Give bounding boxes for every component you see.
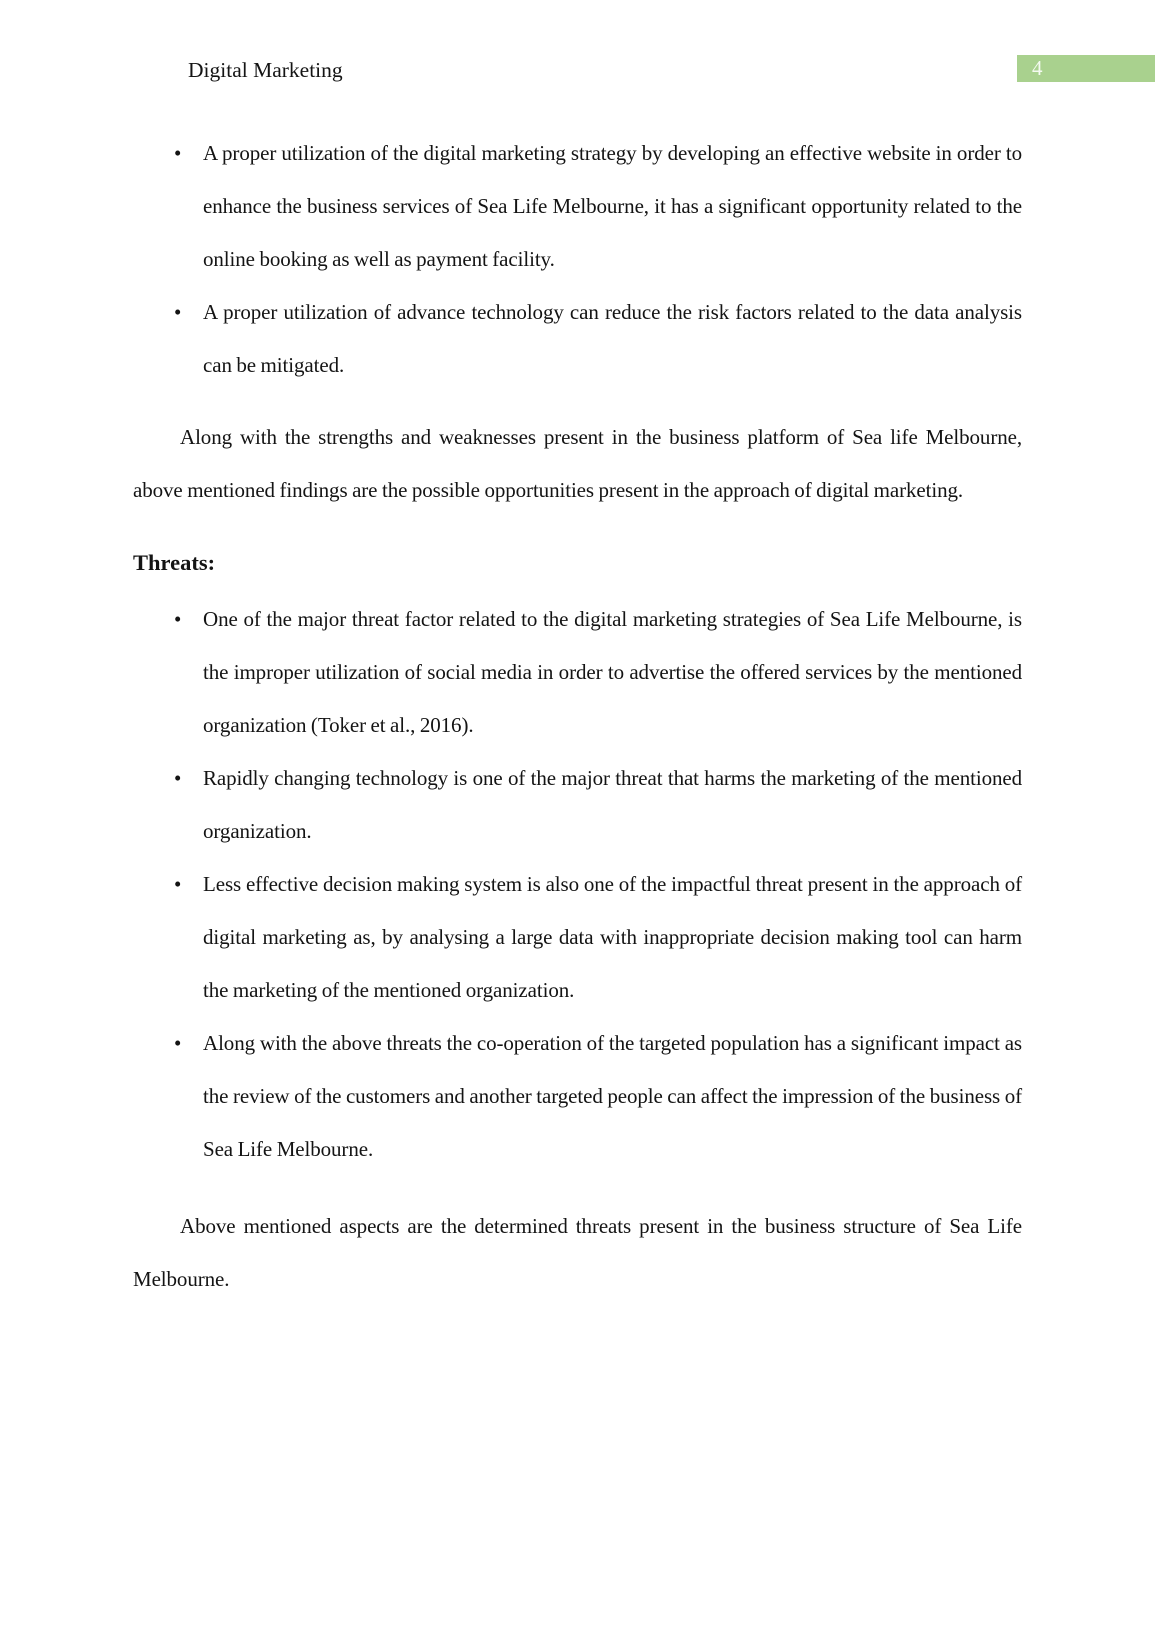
list-item <box>133 858 1022 1017</box>
opportunities-summary-paragraph: Along with the strengths and weaknesses present in the business platform of Sea life Melbourne, above mentioned findings are the possible opportunities present in the approach of digital marketing. <box>133 425 1022 502</box>
bullet-icon: • <box>174 1031 182 1055</box>
list-item <box>133 593 1022 752</box>
bullet-icon: • <box>174 607 182 631</box>
bullet-icon: • <box>174 766 182 790</box>
document-body <box>133 127 1022 1306</box>
page-number-badge <box>1017 55 1155 82</box>
opportunities-list <box>133 127 1022 392</box>
threats-list <box>133 593 1022 1176</box>
bullet-icon: • <box>174 141 182 165</box>
list-item-text: Along with the above threats the co-operation of the targeted population has a significant impact as the review of the customers and another targeted people can affect the impression of the business of Sea Life Melbourne. <box>203 1031 1022 1161</box>
threats-summary-paragraph: Above mentioned aspects are the determined threats present in the business structure of Sea Life Melbourne. <box>133 1214 1022 1291</box>
list-item-text: One of the major threat factor related to the digital marketing strategies of Sea Life Melbourne, is the improper utilization of social media in order to advertise the offered services by the mentioned organization (Toker et al., 2016). <box>203 607 1022 737</box>
bullet-icon: • <box>174 872 182 896</box>
list-item-text: A proper utilization of the digital marketing strategy by developing an effective website in order to enhance the business services of Sea Life Melbourne, it has a significant opportunity related to the online booking as well as payment facility. <box>203 141 1022 271</box>
threats-heading: Threats: <box>133 550 216 575</box>
list-item <box>133 286 1022 392</box>
header-title: Digital Marketing <box>188 58 343 82</box>
list-item-text: Rapidly changing technology is one of the major threat that harms the marketing of the mentioned organization. <box>203 766 1022 843</box>
list-item-text: Less effective decision making system is also one of the impactful threat present in the approach of digital marketing as, by analysing a large data with inappropriate decision making tool can harm the marketing of the mentioned organization. <box>203 872 1022 1002</box>
list-item <box>133 1017 1022 1176</box>
list-item-text: A proper utilization of advance technology can reduce the risk factors related to the data analysis can be mitigated. <box>203 300 1022 377</box>
bullet-icon: • <box>174 300 182 324</box>
page-number: 4 <box>1032 56 1043 80</box>
list-item <box>133 752 1022 858</box>
list-item <box>133 127 1022 286</box>
